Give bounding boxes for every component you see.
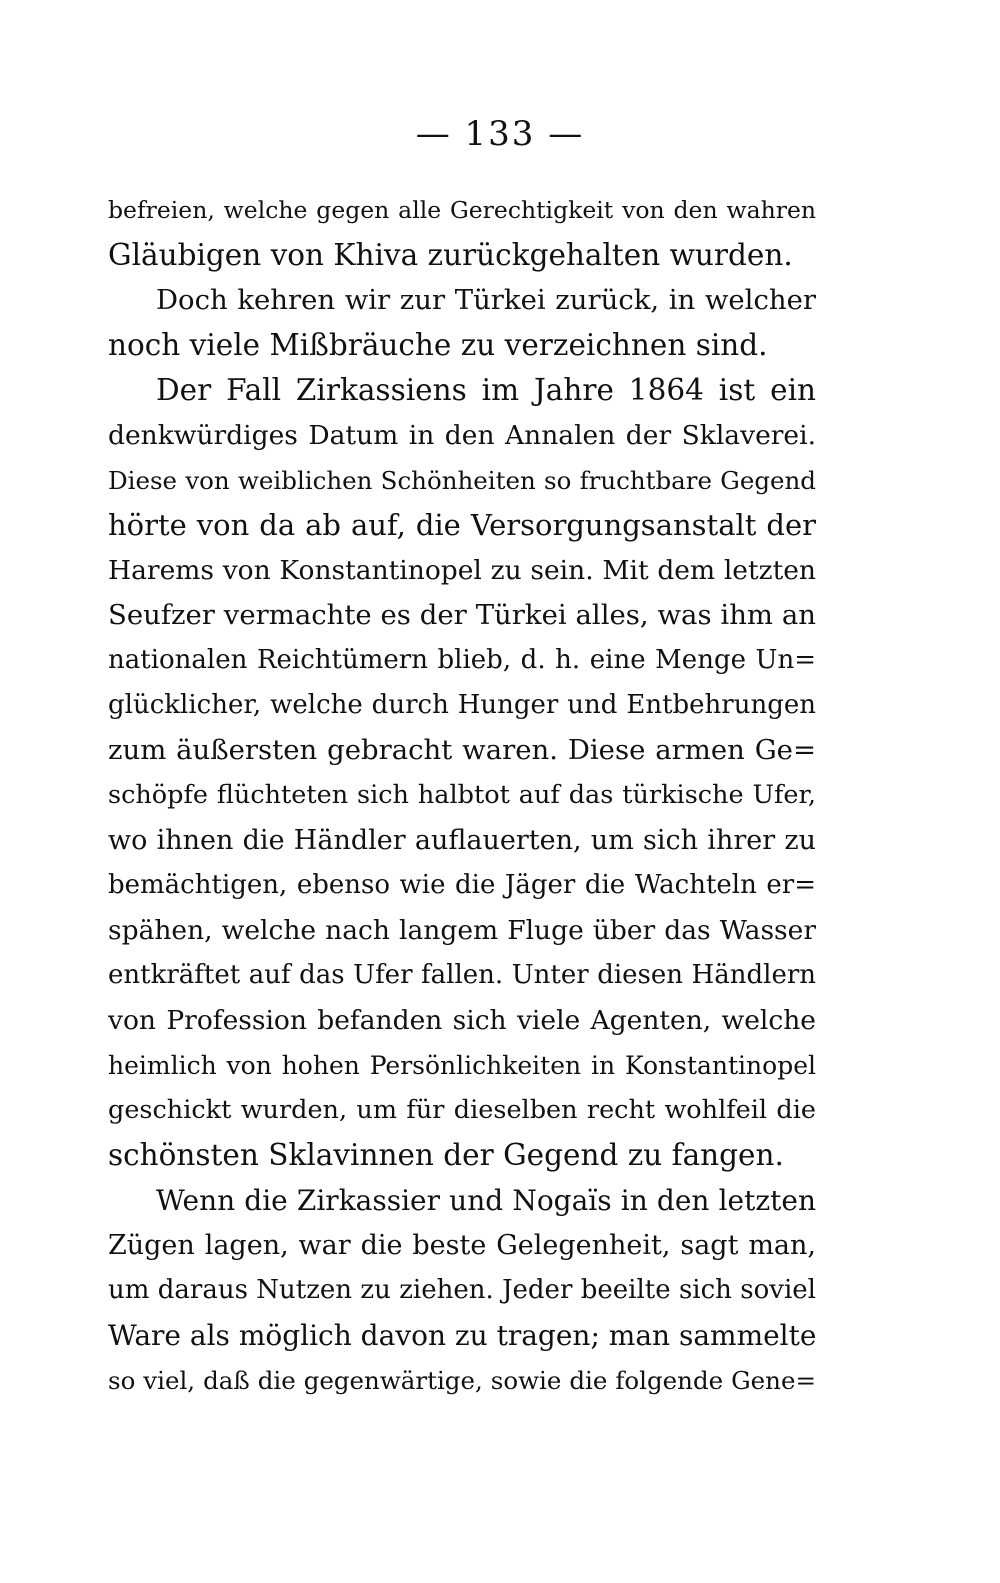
- text-line: Harems von Konstantinopel zu sein. Mit dem letzten: [108, 555, 816, 586]
- paragraph: [108, 278, 816, 368]
- text-line: glücklicher, welche durch Hunger und Entbehrungen: [108, 690, 816, 720]
- text-line: bemächtigen, ebenso wie die Jäger die Wachteln er=: [108, 870, 816, 900]
- text-line: geschickt wurden, um für dieselben recht wohlfeil die: [108, 1095, 816, 1125]
- text-line: nationalen Reichtümern blieb, d. h. eine Menge Un=: [108, 645, 816, 675]
- text-line: schöpfe flüchteten sich halbtot auf das türkische Ufer,: [108, 780, 816, 810]
- text-line: Seufzer vermachte es der Türkei alles, was ihm an: [108, 599, 816, 631]
- paragraph: [108, 368, 816, 1178]
- text-line: schönsten Sklavinnen der Gegend zu fangen.: [108, 1138, 784, 1172]
- paragraph: [108, 188, 816, 278]
- paragraph: [108, 1178, 816, 1403]
- text-line: von Profession befanden sich viele Agenten, welche: [108, 1005, 816, 1036]
- text-line: Ware als möglich davon zu tragen; man sammelte: [108, 1319, 816, 1352]
- text-line: Der Fall Zirkassiens im Jahre 1864 ist ein: [156, 373, 816, 407]
- text-line: Doch kehren wir zur Türkei zurück, in welcher: [156, 284, 816, 316]
- text-line: wo ihnen die Händler auflauerten, um sich ihrer zu: [108, 825, 816, 856]
- text-line: spähen, welche nach langem Fluge über das Wasser: [108, 915, 816, 946]
- text-line: so viel, daß die gegenwärtige, sowie die folgende Gene=: [108, 1366, 816, 1395]
- text-line: denkwürdiges Datum in den Annalen der Sklaverei.: [108, 420, 816, 451]
- text-line: hörte von da ab auf, die Versorgungsanstalt der: [108, 508, 816, 542]
- text-line: heimlich von hohen Persönlichkeiten in Konstantinopel: [108, 1051, 816, 1080]
- text-line: entkräftet auf das Ufer fallen. Unter diesen Händlern: [108, 960, 816, 990]
- page-number: — 133 —: [415, 114, 585, 154]
- body-text: [108, 188, 816, 1403]
- text-line: Gläubigen von Khiva zurückgehalten wurden.: [108, 238, 793, 272]
- text-line: Wenn die Zirkassier und Nogaïs in den letzten: [156, 1184, 816, 1217]
- text-line: noch viele Mißbräuche zu verzeichnen sind.: [108, 328, 768, 362]
- text-line: befreien, welche gegen alle Gerechtigkeit von den wahren: [108, 196, 816, 224]
- text-line: Diese von weiblichen Schönheiten so fruchtbare Gegend: [108, 466, 816, 495]
- text-line: Zügen lagen, war die beste Gelegenheit, sagt man,: [108, 1230, 816, 1261]
- text-line: um daraus Nutzen zu ziehen. Jeder beeilte sich soviel: [108, 1275, 816, 1305]
- text-line: zum äußersten gebracht waren. Diese armen Ge=: [108, 734, 816, 766]
